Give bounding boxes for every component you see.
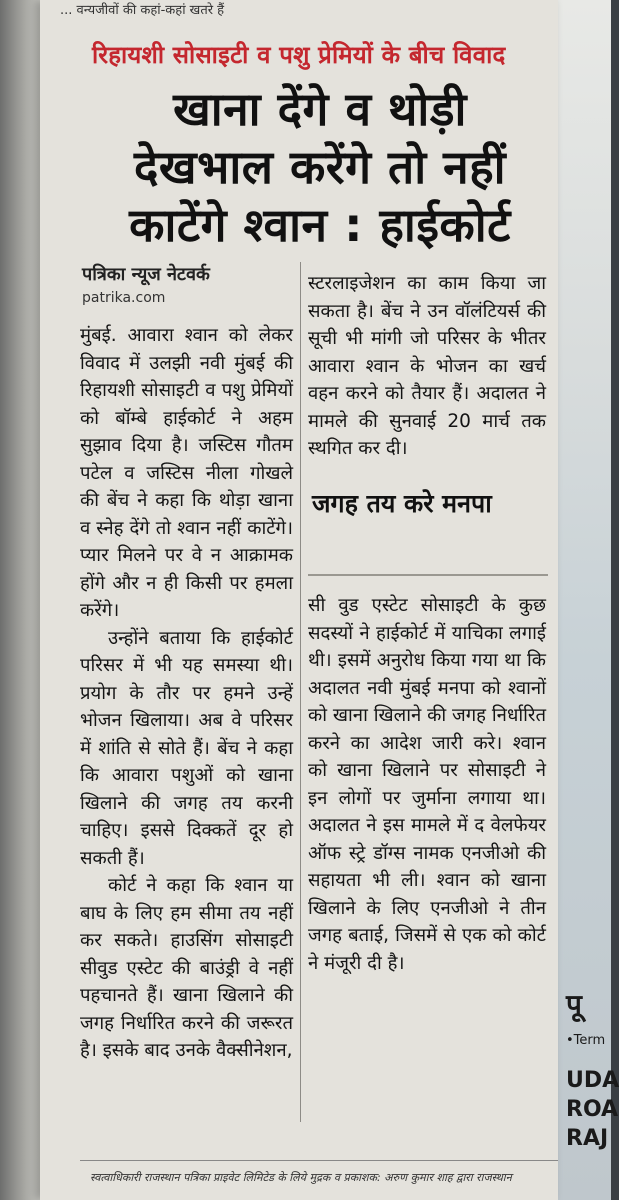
kicker: रिहायशी सोसाइटी व पशु प्रेमियों के बीच विवाद bbox=[92, 41, 506, 69]
column-divider bbox=[300, 262, 301, 1122]
byline: पत्रिका न्यूज नेटवर्क bbox=[82, 264, 210, 285]
imprint-footer: स्वत्वाधिकारी राजस्थान पत्रिका प्राइवेट लिमिटेड के लिये मुद्रक व प्रकाशक: अरुण कुमार शाह द्वारा राजस्थान bbox=[90, 1171, 512, 1184]
subheading-rule bbox=[308, 574, 548, 576]
subheading: जगह तय करे मनपा bbox=[312, 489, 492, 518]
left-column bbox=[80, 322, 293, 1065]
adjacent-page bbox=[558, 0, 619, 1200]
paragraph-1: मुंबई. आवारा श्वान को लेकर विवाद में उलझी नवी मुंबई की रिहायशी सोसाइटी व पशु प्रेमियों को बॉम्बे हाईकोर्ट ने अहम सुझाव दिया है। जस्टिस गौतम पटेल व जस्टिस नीला गोखले की बेंच ने कहा कि थोड़ा खाना व स्नेह देंगे तो श्वान नहीं काटेंगे। प्यार मिलने पर वे न आक्रामक होंगे और न ही किसी पर हमला करेंगे। bbox=[80, 325, 293, 621]
top-fragment: ... वन्यजीवों की कहां-कहां खतरे हैं bbox=[60, 3, 225, 18]
right-column-bottom: सी वुड एस्टेट सोसाइटी के कुछ सदस्यों ने हाईकोर्ट में याचिका लगाई थी। इसमें अनुरोध किया गया था कि अदालत नवी मुंबई मनपा को श्वानों को खाना खिलाने की जगह निर्धारित करने का आदेश जारी करे। श्वान को खाना खिलाने पर सोसाइटी ने इन लोगों पर जुर्माना लगाया था। अदालत ने इस मामले में द वेलफेयर ऑफ स्ट्रे डॉग्स नामक एनजीओ की सहायता भी ली। श्वान को खाना खिलाने के लिए एनजीओ ने तीन जगह बताई, जिसमें से एक को कोर्ट ने मंजूरी दी है। bbox=[308, 595, 547, 974]
headline-line-3: काटेंगे श्वान : हाईकोर्ट bbox=[129, 198, 511, 252]
headline-line-2: देखभाल करेंगे तो नहीं bbox=[133, 140, 507, 194]
paragraph-3: कोर्ट ने कहा कि श्वान या बाघ के लिए हम सीमा तय नहीं कर सकते। हाउसिंग सोसाइटी सीवुड एस्टेट की बाउंड्री वे नहीं पहचानते हैं। खाना खिलाने की जगह निर्धारित करने की जरूरत है। इसके बाद उनके वैक्सीनेशन, bbox=[80, 875, 293, 1061]
headline bbox=[90, 80, 550, 254]
adjacent-fragment-raj: RAJ bbox=[566, 1126, 609, 1151]
adjacent-fragment-pu: पू bbox=[566, 988, 582, 1021]
website: patrika.com bbox=[82, 290, 166, 306]
footer-rule bbox=[80, 1160, 558, 1161]
right-column-top: स्टरलाइजेशन का काम किया जा सकता है। बेंच ने उन वॉलंटियर्स की सूची भी मांगी जो परिसर के भीतर आवारा श्वान के भोजन का खर्च वहन करने को तैयार हैं। अदालत ने मामले की सुनवाई 20 मार्च तक स्थगित कर दी। bbox=[308, 273, 546, 459]
adjacent-fragment-roa: ROA bbox=[566, 1097, 619, 1122]
adjacent-fragment-uda: UDA bbox=[566, 1068, 619, 1093]
headline-line-1: खाना देंगे व थोड़ी bbox=[173, 82, 467, 136]
adjacent-fragment-term: •Term bbox=[566, 1033, 606, 1048]
paragraph-2: उन्होंने बताया कि हाईकोर्ट परिसर में भी यह समस्या थी। प्रयोग के तौर पर हमने उन्हें भोजन खिलाया। अब वे परिसर में शांति से सोते हैं। बेंच ने कहा कि आवारा पशुओं को खाना खिलाने की जगह तय करनी चाहिए। इससे दिक्कतें दूर हो सकती हैं। bbox=[80, 627, 293, 869]
